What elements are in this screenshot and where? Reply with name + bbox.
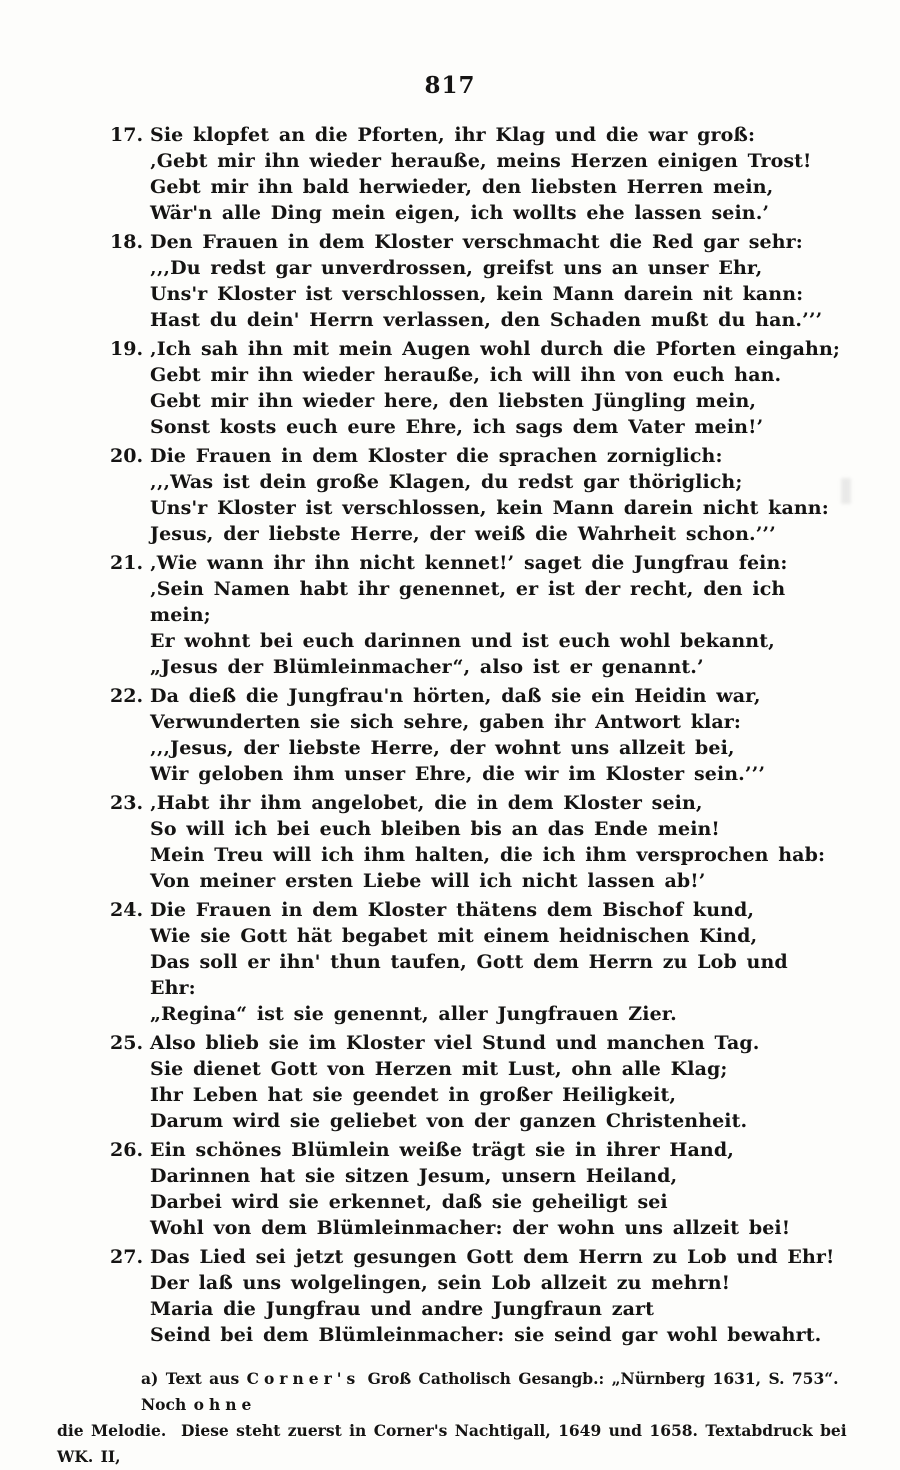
verse-line: Wohl von dem Blümleinmacher: der wohn uns allzeit bei! [150,1217,791,1239]
verse-line: Sonst kosts euch eure Ehre, ich sags dem Vater mein!’ [150,416,764,438]
verse-line: ‚‚‚Was ist dein große Klagen, du redst gar thöriglich; [150,471,743,493]
stanza [110,229,840,333]
verse-line: Da dieß die Jungfrau'n hörten, daß sie ein Heidin war, [150,685,761,707]
footnote-text-spaced: ohne [193,1395,257,1414]
stanza [110,550,840,680]
verse-line: Also blieb sie im Kloster viel Stund und manchen Tag. [150,1032,760,1054]
verse-line: „Regina“ ist sie genennt, aller Jungfrauen Zier. [150,1003,677,1025]
footnote-text: a) Text aus [141,1369,247,1388]
page-number: 817 [424,72,476,99]
stanza-number: 21. [110,552,144,574]
footnote-text-spaced: Corner's [246,1369,361,1388]
stanza [110,1030,840,1134]
verse-line: Gebt mir ihn wieder here, den liebsten Jüngling mein, [150,390,757,412]
verse-line: Jesus, der liebste Herre, der weiß die Wahrheit schon.’’’ [150,523,776,545]
stanza-number: 22. [110,685,144,707]
verse-line: Er wohnt bei euch darinnen und ist euch wohl bekannt, [150,630,775,652]
verse-line: Ein schönes Blümlein weiße trägt sie in ihrer Hand, [150,1139,734,1161]
verse-line: Seind bei dem Blümleinmacher: sie seind gar wohl bewahrt. [150,1324,822,1346]
verse-line: Verwunderten sie sich sehre, gaben ihr Antwort klar: [150,711,741,733]
scan-artifact [841,478,851,504]
stanza-number: 19. [110,338,144,360]
stanza [110,683,840,787]
verse-line: Uns'r Kloster ist verschlossen, kein Mann darein nicht kann: [150,497,829,519]
verse-line: Darum wird sie geliebet von der ganzen Christenheit. [150,1110,748,1132]
verse-line: Wär'n alle Ding mein eigen, ich wollts ehe lassen sein.’ [150,202,770,224]
stanza-number: 27. [110,1246,144,1268]
verse-line: Sie klopfet an die Pforten, ihr Klag und die war groß: [150,124,756,146]
verse-line: ‚‚‚Jesus, der liebste Herre, der wohnt uns allzeit bei, [150,737,735,759]
verse-line: Den Frauen in dem Kloster verschmacht die Red gar sehr: [150,231,803,253]
footnote [57,1366,855,1470]
verse-line: Das soll er ihn' thun taufen, Gott dem Herrn zu Lob und Ehr: [150,951,798,999]
verse-line: Darbei wird sie erkennet, daß sie geheiligt sei [150,1191,668,1213]
stanza-list [110,122,840,1348]
verse-line: Hast du dein' Herrn verlassen, den Schaden mußt du han.’’’ [150,309,823,331]
verse-line: Die Frauen in dem Kloster thätens dem Bischof kund, [150,899,755,921]
stanza [110,1244,840,1348]
verse-line: Von meiner ersten Liebe will ich nicht lassen ab!’ [150,870,706,892]
verse-line: ‚Habt ihr ihm angelobet, die in dem Kloster sein, [150,792,703,814]
footnote-line [57,1366,850,1418]
verse-line: ‚Sein Namen habt ihr genennet, er ist der recht, den ich mein; [150,578,796,626]
verse-line: Darinnen hat sie sitzen Jesum, unsern Heiland, [150,1165,678,1187]
footnote-text: Groß Catholisch Gesangb.: „Nürnberg 1631, S. 753“. Noch [141,1369,846,1414]
stanza-number: 18. [110,231,144,253]
footnote-line: die Melodie. Diese steht zuerst in Corner's Nachtigall, 1649 und 1658. Textabdruck bei WK. II, [57,1421,855,1466]
stanza [110,1137,840,1241]
stanza [110,790,840,894]
verse-line: Mein Treu will ich ihm halten, die ich ihm versprochen hab: [150,844,826,866]
verse-line: Sie dienet Gott von Herzen mit Lust, ohn alle Klag; [150,1058,728,1080]
verse-line: Ihr Leben hat sie geendet in großer Heiligkeit, [150,1084,677,1106]
stanza-number: 23. [110,792,144,814]
verse-line: Wir geloben ihm unser Ehre, die wir im Kloster sein.’’’ [150,763,766,785]
stanza-number: 17. [110,124,144,146]
stanza [110,336,840,440]
verse-line: So will ich bei euch bleiben bis an das Ende mein! [150,818,720,840]
stanza-number: 25. [110,1032,144,1054]
verse-line: Die Frauen in dem Kloster die sprachen zorniglich: [150,445,723,467]
verse-line: Der laß uns wolgelingen, sein Lob allzeit zu mehrn! [150,1272,731,1294]
verse-line: ‚Ich sah ihn mit mein Augen wohl durch die Pforten eingahn; [150,338,840,360]
verse-line: Gebt mir ihn wieder herauße, ich will ihn von euch han. [150,364,782,386]
verse-line: ‚Gebt mir ihn wieder herauße, meins Herzen einigen Trost! [150,150,812,172]
verse-line: Maria die Jungfrau und andre Jungfraun zart [150,1298,655,1320]
stanza [110,122,840,226]
stanza-number: 24. [110,899,144,921]
verse-line: Gebt mir ihn bald herwieder, den liebsten Herren mein, [150,176,774,198]
verse-line: „Jesus der Blümleinmacher“, also ist er genannt.’ [150,656,704,678]
verse-line: ‚Wie wann ihr ihn nicht kennet!’ saget die Jungfrau fein: [150,552,788,574]
verse-line: Das Lied sei jetzt gesungen Gott dem Herrn zu Lob und Ehr! [150,1246,835,1268]
verse-line: Uns'r Kloster ist verschlossen, kein Mann darein nit kann: [150,283,804,305]
stanza [110,443,840,547]
verse-line: ‚‚‚Du redst gar unverdrossen, greifst uns an unser Ehr, [150,257,763,279]
stanza [110,897,840,1027]
stanza-number: 20. [110,445,144,467]
verse-line: Wie sie Gott hät begabet mit einem heidnischen Kind, [150,925,758,947]
stanza-number: 26. [110,1139,144,1161]
